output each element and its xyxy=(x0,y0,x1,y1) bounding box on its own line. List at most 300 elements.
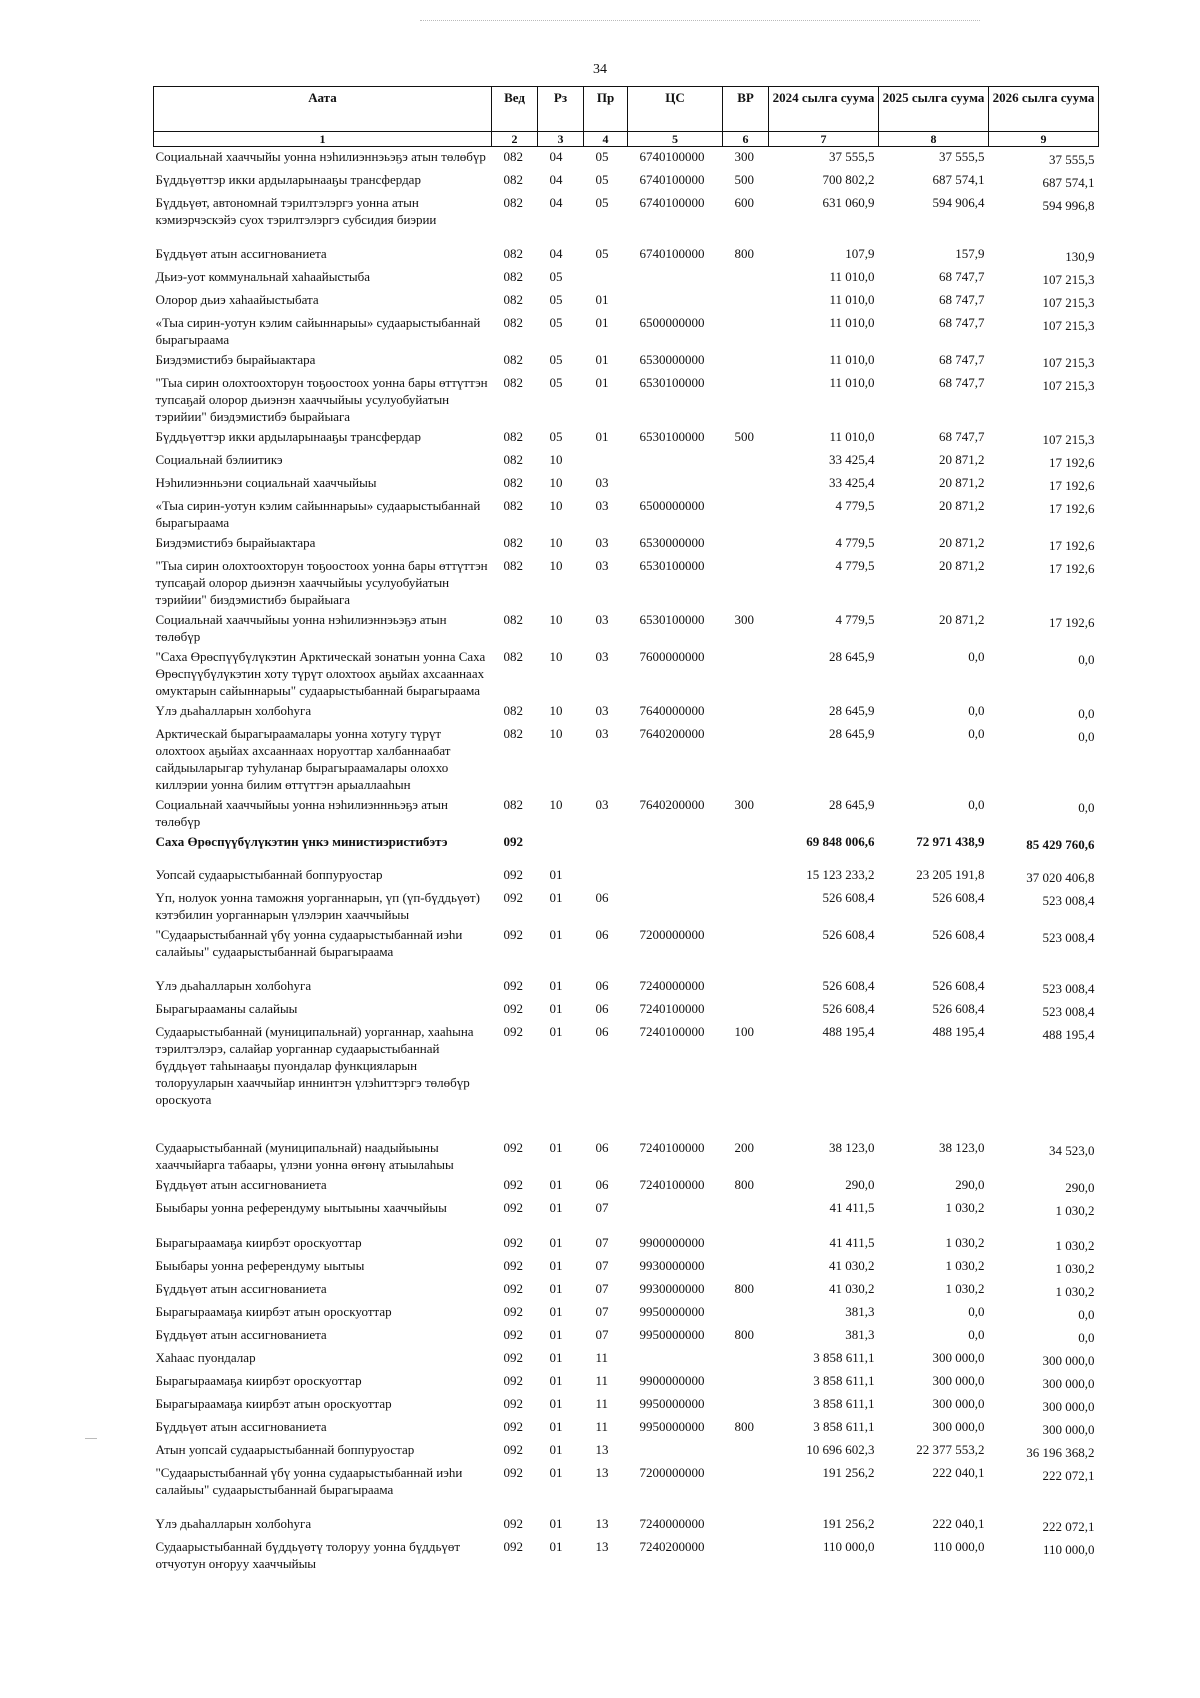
row-amount-2025: 1 030,2 xyxy=(945,1235,985,1250)
row-rz: 05 xyxy=(549,429,563,444)
row-ved: 082 xyxy=(503,172,523,187)
row-amount-2025: 300 000,0 xyxy=(932,1350,985,1365)
row-vr: 100 xyxy=(734,1024,754,1039)
row-cs: 9900000000 xyxy=(639,1373,705,1388)
row-vr xyxy=(723,647,769,701)
column-index: 6 xyxy=(723,132,769,147)
header-row xyxy=(154,87,1099,132)
row-amount-2024: 38 123,0 xyxy=(829,1140,875,1155)
row-rz: 05 xyxy=(549,292,563,307)
row-pr: 07 xyxy=(595,1304,609,1319)
row-name: Үлэ дьаһалларын холбоһуга xyxy=(155,978,312,993)
row-amount-2024: 33 425,4 xyxy=(829,475,875,490)
row-amount-2024: 3 858 611,1 xyxy=(813,1373,875,1388)
row-ved: 092 xyxy=(503,1304,523,1319)
row-ved: 082 xyxy=(503,498,523,513)
row-rz: 04 xyxy=(549,195,563,210)
row-amount-2024: 107,9 xyxy=(845,246,875,261)
row-cs: 7640000000 xyxy=(639,703,705,718)
row-pr: 01 xyxy=(595,375,609,390)
row-rz: 10 xyxy=(549,726,563,741)
row-name: Бүддьүөттэр икки ардыларынааҕы трансфердар xyxy=(155,172,421,187)
row-amount-2025: 488 195,4 xyxy=(932,1024,985,1039)
row-amount-2026: 222 072,1 xyxy=(1042,1519,1095,1534)
row-name: Үлэ дьаһалларын холбоһуга xyxy=(155,1516,312,1531)
row-cs: 9950000000 xyxy=(639,1419,705,1434)
row-cs: 6740100000 xyxy=(639,172,705,187)
row-vr xyxy=(723,556,769,610)
header-2024: 2024 сылга суума xyxy=(769,87,879,132)
row-vr: 300 xyxy=(734,797,754,812)
row-amount-2026: 107 215,3 xyxy=(1042,272,1095,287)
row-ved: 082 xyxy=(503,558,523,573)
row-ved: 082 xyxy=(503,246,523,261)
row-name: Бырагырааманы салайыы xyxy=(155,1001,298,1016)
row-rz: 01 xyxy=(549,1258,563,1273)
row-amount-2024: 69 848 006,6 xyxy=(806,834,875,849)
row-amount-2026: 0,0 xyxy=(1078,706,1095,721)
budget-table xyxy=(153,86,1099,1574)
row-amount-2025: 290,0 xyxy=(955,1177,985,1192)
row-amount-2026: 0,0 xyxy=(1078,1307,1095,1322)
table-row xyxy=(154,1175,1099,1198)
row-pr: 05 xyxy=(595,246,609,261)
table-row xyxy=(154,1417,1099,1440)
row-ved: 082 xyxy=(503,292,523,307)
table-row xyxy=(154,1138,1099,1175)
row-cs: 7240000000 xyxy=(639,978,705,993)
row-cs xyxy=(628,1440,723,1463)
row-vr xyxy=(723,1348,769,1371)
row-amount-2024: 28 645,9 xyxy=(829,703,875,718)
row-amount-2024: 526 608,4 xyxy=(822,1001,875,1016)
row-ved: 092 xyxy=(503,927,523,942)
row-amount-2026: 523 008,4 xyxy=(1042,893,1095,908)
row-pr: 07 xyxy=(595,1258,609,1273)
row-pr: 03 xyxy=(595,649,609,664)
row-rz: 01 xyxy=(549,867,563,882)
row-amount-2025: 20 871,2 xyxy=(939,535,985,550)
row-amount-2026: 130,9 xyxy=(1065,249,1095,264)
row-name: Социальнай хааччыйыы уонна нэһилиэннньэҕэ атын төлөбүр xyxy=(155,797,448,829)
row-ved: 082 xyxy=(503,269,523,284)
row-ved: 082 xyxy=(503,612,523,627)
table-row xyxy=(154,1198,1099,1233)
row-name: Биэдэмистибэ бырайыактара xyxy=(155,535,316,550)
row-cs: 7240100000 xyxy=(639,1177,705,1192)
row-vr xyxy=(723,1233,769,1256)
row-amount-2026: 687 574,1 xyxy=(1042,175,1095,190)
row-amount-2026: 17 192,6 xyxy=(1049,538,1095,553)
row-amount-2025: 20 871,2 xyxy=(939,452,985,467)
row-ved: 092 xyxy=(503,890,523,905)
row-rz: 10 xyxy=(549,558,563,573)
row-rz: 10 xyxy=(549,703,563,718)
row-amount-2026: 17 192,6 xyxy=(1049,501,1095,516)
row-rz: 05 xyxy=(549,315,563,330)
row-vr xyxy=(723,496,769,533)
row-name: «Тыа сирин-уотун кэлим сайыннарыы» судаарыстыбаннай бырагыраама xyxy=(155,498,481,530)
row-amount-2025: 222 040,1 xyxy=(932,1516,985,1531)
row-name: Социальнай бэлиитикэ xyxy=(155,452,283,467)
row-amount-2024: 11 010,0 xyxy=(829,269,875,284)
table-row xyxy=(154,267,1099,290)
row-amount-2024: 28 645,9 xyxy=(829,797,875,812)
row-amount-2026: 1 030,2 xyxy=(1055,1238,1095,1253)
row-name: Бырагыраамаҕа киирбэт ороскуоттар xyxy=(155,1235,362,1250)
row-name: "Саха Өрөспүүбүлүкэтин Арктическай зонатын уонна Саха Өрөспүүбүлүкэтин хоту түрүт олохтоох аҕыйах ахсааннаах омуктарын сайыннарыы" судаарыстыбаннай бырагыраама xyxy=(155,649,486,698)
table-row xyxy=(154,556,1099,610)
row-amount-2026: 300 000,0 xyxy=(1042,1422,1095,1437)
row-vr xyxy=(723,267,769,290)
row-name: Биэдэмистибэ бырайыактара xyxy=(155,352,316,367)
table-row xyxy=(154,1279,1099,1302)
row-amount-2024: 4 779,5 xyxy=(835,612,875,627)
row-amount-2026: 523 008,4 xyxy=(1042,930,1095,945)
table-row xyxy=(154,1302,1099,1325)
row-rz: 10 xyxy=(549,612,563,627)
row-rz xyxy=(538,832,584,865)
row-cs: 7240200000 xyxy=(639,1539,705,1554)
row-pr: 03 xyxy=(595,703,609,718)
row-amount-2025: 68 747,7 xyxy=(939,292,985,307)
row-vr: 800 xyxy=(734,1177,754,1192)
row-amount-2025: 38 123,0 xyxy=(939,1140,985,1155)
row-amount-2026: 37 020 406,8 xyxy=(1026,870,1095,885)
row-amount-2026: 107 215,3 xyxy=(1042,295,1095,310)
row-cs: 6530100000 xyxy=(639,375,705,390)
row-amount-2025: 0,0 xyxy=(968,1327,985,1342)
row-ved: 092 xyxy=(503,1024,523,1039)
row-pr: 06 xyxy=(595,890,609,905)
row-cs: 9950000000 xyxy=(639,1304,705,1319)
row-cs: 7240100000 xyxy=(639,1024,705,1039)
row-rz: 01 xyxy=(549,978,563,993)
row-ved: 092 xyxy=(503,978,523,993)
row-amount-2026: 290,0 xyxy=(1065,1180,1095,1195)
header-name: Аата xyxy=(154,87,492,132)
row-rz: 01 xyxy=(549,1001,563,1016)
row-amount-2024: 381,3 xyxy=(845,1304,875,1319)
row-amount-2026: 17 192,6 xyxy=(1049,615,1095,630)
row-ved: 092 xyxy=(503,1001,523,1016)
row-ved: 092 xyxy=(503,1373,523,1388)
row-amount-2024: 3 858 611,1 xyxy=(813,1396,875,1411)
row-amount-2025: 23 205 191,8 xyxy=(916,867,985,882)
row-rz: 01 xyxy=(549,1419,563,1434)
row-ved: 082 xyxy=(503,352,523,367)
row-name: Арктическай бырагыраамалары уонна хотугу түрүт олохтоох аҕыйах ахсааннаах норуоттар халбаннаабат сайдыыларыгар туһуланар бырагыраамалары олоххо киллэрии уонна билим өттүттэн арыаллааһын xyxy=(155,726,451,792)
column-index: 2 xyxy=(492,132,538,147)
column-index: 9 xyxy=(989,132,1099,147)
row-pr: 06 xyxy=(595,1024,609,1039)
row-amount-2024: 37 555,5 xyxy=(829,149,875,164)
row-amount-2025: 68 747,7 xyxy=(939,429,985,444)
row-pr: 06 xyxy=(595,1001,609,1016)
row-amount-2025: 68 747,7 xyxy=(939,375,985,390)
row-rz: 01 xyxy=(549,1539,563,1554)
table-row xyxy=(154,888,1099,925)
table-row xyxy=(154,147,1099,171)
row-name: Бүддьүөт атын ассигнованиета xyxy=(155,246,327,261)
row-ved: 092 xyxy=(503,1396,523,1411)
table-row xyxy=(154,244,1099,267)
row-ved: 092 xyxy=(503,1235,523,1250)
row-vr xyxy=(723,313,769,350)
row-vr xyxy=(723,1537,769,1574)
row-pr: 06 xyxy=(595,927,609,942)
header-cs: ЦС xyxy=(628,87,723,132)
row-name: "Судаарыстыбаннай үбү уонна судаарыстыбаннай иэһи салайыы" судаарыстыбаннай бырагыраама xyxy=(155,1465,463,1497)
table-row xyxy=(154,832,1099,865)
table-row xyxy=(154,193,1099,244)
row-amount-2026: 17 192,6 xyxy=(1049,478,1095,493)
row-vr xyxy=(723,724,769,795)
row-pr xyxy=(584,865,628,888)
row-amount-2026: 107 215,3 xyxy=(1042,432,1095,447)
row-pr: 13 xyxy=(595,1539,609,1554)
margin-mark xyxy=(85,1438,97,1439)
row-name: Атын уопсай судаарыстыбаннай боппуруостар xyxy=(155,1442,415,1457)
row-cs xyxy=(628,290,723,313)
row-vr: 800 xyxy=(734,1281,754,1296)
row-amount-2025: 20 871,2 xyxy=(939,612,985,627)
row-pr: 03 xyxy=(595,726,609,741)
row-rz: 01 xyxy=(549,1373,563,1388)
row-pr: 05 xyxy=(595,195,609,210)
row-cs xyxy=(628,473,723,496)
table-row xyxy=(154,1256,1099,1279)
row-ved: 092 xyxy=(503,1539,523,1554)
table-row xyxy=(154,373,1099,427)
row-amount-2025: 20 871,2 xyxy=(939,498,985,513)
row-vr xyxy=(723,976,769,999)
row-vr: 600 xyxy=(734,195,754,210)
row-amount-2024: 290,0 xyxy=(845,1177,875,1192)
table-row xyxy=(154,865,1099,888)
row-rz: 10 xyxy=(549,498,563,513)
table-row xyxy=(154,795,1099,832)
row-pr: 07 xyxy=(595,1327,609,1342)
row-amount-2025: 222 040,1 xyxy=(932,1465,985,1480)
row-vr xyxy=(723,1198,769,1233)
row-pr: 13 xyxy=(595,1465,609,1480)
row-name: Социальнай хааччыйыы уонна нэһилиэннэьэҕэ атын төлөбүр xyxy=(155,612,447,644)
row-amount-2026: 0,0 xyxy=(1078,729,1095,744)
row-ved: 082 xyxy=(503,429,523,444)
header-vr: ВР xyxy=(723,87,769,132)
row-amount-2025: 22 377 553,2 xyxy=(916,1442,985,1457)
row-vr: 200 xyxy=(734,1140,754,1155)
row-amount-2026: 300 000,0 xyxy=(1042,1353,1095,1368)
table-row xyxy=(154,1325,1099,1348)
row-amount-2026: 107 215,3 xyxy=(1042,378,1095,393)
row-vr xyxy=(723,865,769,888)
table-row xyxy=(154,170,1099,193)
row-amount-2026: 17 192,6 xyxy=(1049,561,1095,576)
row-pr: 01 xyxy=(595,429,609,444)
table-row xyxy=(154,925,1099,976)
row-vr xyxy=(723,533,769,556)
row-name: Бүддьүөт, автономнай тэрилтэлэргэ уонна атын кэмиэрчэскэйэ суох тэрилтэлэргэ субсидия биэрии xyxy=(155,195,437,227)
row-amount-2026: 222 072,1 xyxy=(1042,1468,1095,1483)
header-pr: Пр xyxy=(584,87,628,132)
header-rz: Рз xyxy=(538,87,584,132)
row-cs: 7240100000 xyxy=(639,1140,705,1155)
row-ved: 082 xyxy=(503,475,523,490)
row-name: Бүддьүөттэр икки ардыларынааҕы трансфердар xyxy=(155,429,421,444)
row-cs: 7640200000 xyxy=(639,726,705,741)
row-rz: 05 xyxy=(549,269,563,284)
row-amount-2025: 110 000,0 xyxy=(932,1539,985,1554)
row-amount-2026: 17 192,6 xyxy=(1049,455,1095,470)
row-vr xyxy=(723,1514,769,1537)
row-vr xyxy=(723,1371,769,1394)
row-pr xyxy=(584,832,628,865)
row-ved: 092 xyxy=(503,1442,523,1457)
row-pr: 05 xyxy=(595,149,609,164)
header-ved: Вед xyxy=(492,87,538,132)
row-cs xyxy=(628,1348,723,1371)
row-rz: 05 xyxy=(549,375,563,390)
row-cs: 6500000000 xyxy=(639,498,705,513)
row-rz: 01 xyxy=(549,1304,563,1319)
row-amount-2024: 488 195,4 xyxy=(822,1024,875,1039)
row-vr xyxy=(723,832,769,865)
row-cs: 6530000000 xyxy=(639,535,705,550)
row-amount-2026: 36 196 368,2 xyxy=(1026,1445,1095,1460)
row-name: «Тыа сирин-уотун кэлим сайыннарыы» судаарыстыбаннай бырагыраама xyxy=(155,315,481,347)
row-rz: 01 xyxy=(549,1516,563,1531)
row-ved: 092 xyxy=(503,1281,523,1296)
row-amount-2026: 0,0 xyxy=(1078,1330,1095,1345)
row-name: Олорор дьиэ хаһаайыстыбата xyxy=(155,292,319,307)
table-row xyxy=(154,1394,1099,1417)
row-ved: 082 xyxy=(503,797,523,812)
row-amount-2026: 523 008,4 xyxy=(1042,981,1095,996)
row-amount-2025: 0,0 xyxy=(968,726,985,741)
row-amount-2026: 300 000,0 xyxy=(1042,1399,1095,1414)
row-amount-2026: 488 195,4 xyxy=(1042,1027,1095,1042)
row-rz: 01 xyxy=(549,1281,563,1296)
row-name: Быыбары уонна референдуму ыытыыны хааччыйыы xyxy=(155,1200,447,1215)
row-cs: 9900000000 xyxy=(639,1235,705,1250)
row-amount-2024: 11 010,0 xyxy=(829,375,875,390)
scan-artifact-line xyxy=(420,20,980,21)
row-name: Бүддьүөт атын ассигнованиета xyxy=(155,1419,327,1434)
row-cs: 7600000000 xyxy=(639,649,705,664)
row-amount-2024: 381,3 xyxy=(845,1327,875,1342)
row-amount-2025: 0,0 xyxy=(968,1304,985,1319)
row-name: Хаһаас пуондалар xyxy=(155,1350,256,1365)
table-row xyxy=(154,1348,1099,1371)
row-vr: 500 xyxy=(734,172,754,187)
row-amount-2024: 526 608,4 xyxy=(822,978,875,993)
table-row xyxy=(154,290,1099,313)
row-pr: 03 xyxy=(595,498,609,513)
row-rz: 10 xyxy=(549,535,563,550)
row-amount-2024: 41 030,2 xyxy=(829,1258,875,1273)
row-rz: 01 xyxy=(549,890,563,905)
row-amount-2026: 34 523,0 xyxy=(1049,1143,1095,1158)
row-amount-2025: 1 030,2 xyxy=(945,1281,985,1296)
row-amount-2026: 1 030,2 xyxy=(1055,1284,1095,1299)
row-rz: 04 xyxy=(549,246,563,261)
row-name: Бырагыраамаҕа киирбэт атын ороскуоттар xyxy=(155,1304,392,1319)
table-row xyxy=(154,1463,1099,1514)
row-amount-2025: 68 747,7 xyxy=(939,352,985,367)
row-pr: 07 xyxy=(595,1200,609,1215)
row-pr: 01 xyxy=(595,315,609,330)
row-name: Нэһилиэнньэни социальнай хааччыйыы xyxy=(155,475,377,490)
row-pr: 07 xyxy=(595,1281,609,1296)
row-vr xyxy=(723,450,769,473)
row-ved: 082 xyxy=(503,535,523,550)
row-amount-2024: 631 060,9 xyxy=(822,195,875,210)
row-vr: 500 xyxy=(734,429,754,444)
row-vr: 300 xyxy=(734,612,754,627)
table-row xyxy=(154,473,1099,496)
row-pr: 06 xyxy=(595,1177,609,1192)
table-row xyxy=(154,701,1099,724)
row-ved: 092 xyxy=(503,1177,523,1192)
row-cs: 6530100000 xyxy=(639,558,705,573)
table-row xyxy=(154,1440,1099,1463)
column-index: 1 xyxy=(154,132,492,147)
row-cs: 9930000000 xyxy=(639,1281,705,1296)
table-row xyxy=(154,1537,1099,1574)
row-pr: 03 xyxy=(595,797,609,812)
row-ved: 092 xyxy=(503,834,523,849)
row-rz: 01 xyxy=(549,1200,563,1215)
row-rz: 01 xyxy=(549,1465,563,1480)
row-amount-2026: 523 008,4 xyxy=(1042,1004,1095,1019)
row-rz: 10 xyxy=(549,797,563,812)
table-row xyxy=(154,1514,1099,1537)
row-amount-2025: 300 000,0 xyxy=(932,1396,985,1411)
row-amount-2024: 4 779,5 xyxy=(835,558,875,573)
table-row xyxy=(154,610,1099,647)
row-cs: 7200000000 xyxy=(639,1465,705,1480)
row-pr: 05 xyxy=(595,172,609,187)
row-vr xyxy=(723,999,769,1022)
row-amount-2026: 0,0 xyxy=(1078,652,1095,667)
column-index-row xyxy=(154,132,1099,147)
row-pr: 06 xyxy=(595,978,609,993)
row-amount-2024: 3 858 611,1 xyxy=(813,1419,875,1434)
row-pr: 01 xyxy=(595,292,609,307)
row-amount-2025: 68 747,7 xyxy=(939,269,985,284)
row-name: Бырагыраамаҕа киирбэт атын ороскуоттар xyxy=(155,1396,392,1411)
row-amount-2026: 110 000,0 xyxy=(1042,1542,1095,1557)
row-amount-2024: 526 608,4 xyxy=(822,927,875,942)
row-cs: 6530100000 xyxy=(639,429,705,444)
row-cs: 9930000000 xyxy=(639,1258,705,1273)
row-amount-2024: 4 779,5 xyxy=(835,498,875,513)
row-pr: 13 xyxy=(595,1516,609,1531)
row-amount-2025: 0,0 xyxy=(968,649,985,664)
row-vr xyxy=(723,473,769,496)
row-amount-2025: 687 574,1 xyxy=(932,172,985,187)
row-cs: 9950000000 xyxy=(639,1396,705,1411)
row-pr: 07 xyxy=(595,1235,609,1250)
row-amount-2024: 33 425,4 xyxy=(829,452,875,467)
row-rz: 04 xyxy=(549,149,563,164)
page-number: 34 xyxy=(593,62,607,77)
row-pr: 01 xyxy=(595,352,609,367)
row-name: "Тыа сирин олохтоохторун тоҕоостоох уонна бары өттүттэн тупсаҕай олорор дьиэнэн хааччыйыы усулуобуйатын тэрийии" биэдэмистибэ бырайыага xyxy=(155,375,488,424)
row-cs: 7240100000 xyxy=(639,1001,705,1016)
